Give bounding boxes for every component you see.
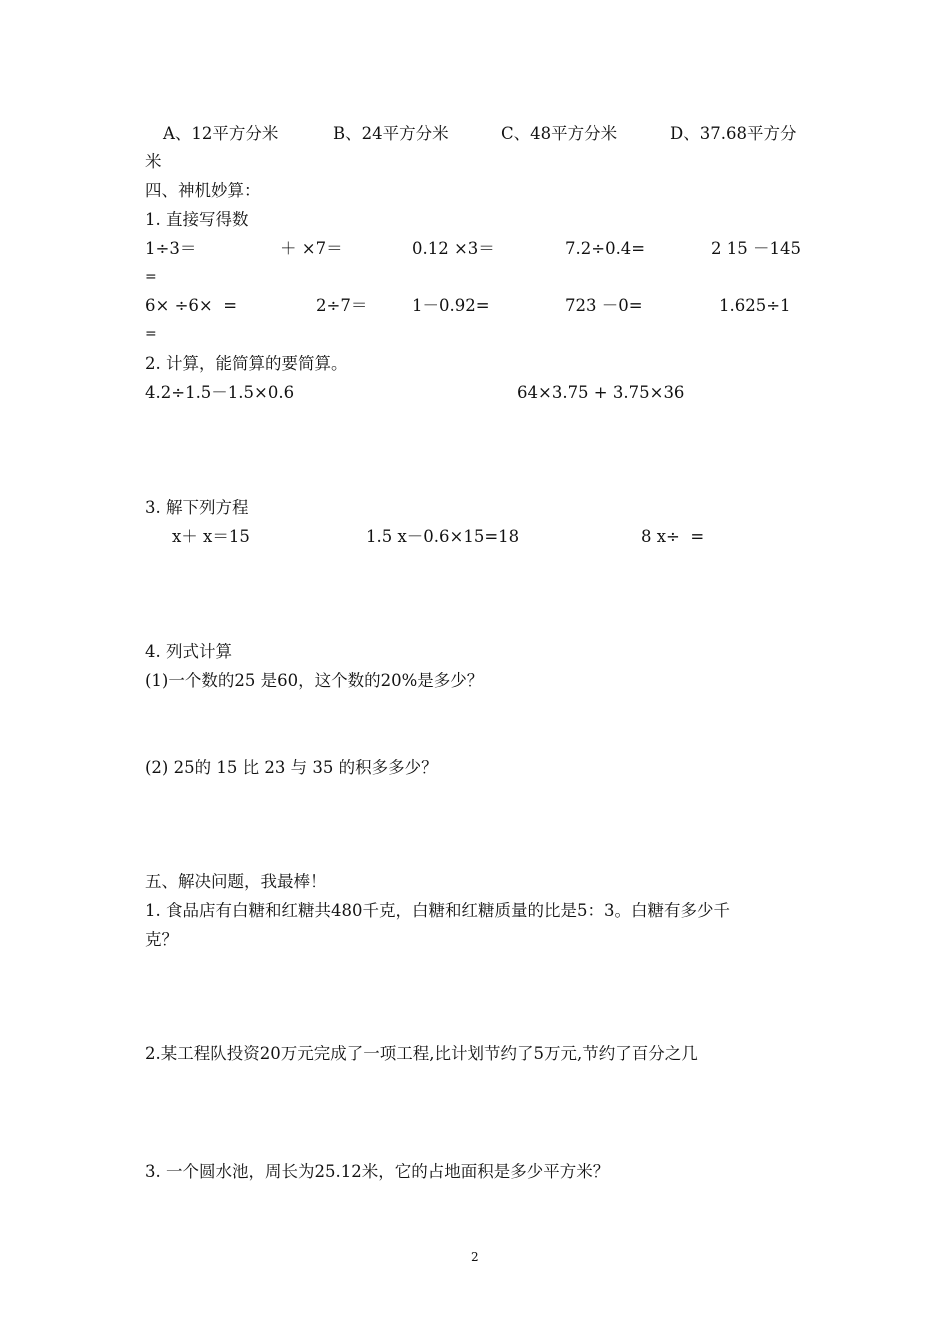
section4-title: 四、神机妙算： [145,181,261,200]
q2-expr: 64×3.75 + 3.75×36 [517,383,685,402]
choice-c: C、48平方分米 [501,124,618,143]
page-number: 2 [471,1250,479,1264]
choice-d: D、37.68平方分 [670,124,797,143]
choice-d-wrap: 米 [145,152,162,171]
q1-row2-item: 1－0.92= [412,296,490,315]
q3-equation: 1.5 x－0.6×15=18 [366,527,520,546]
choice-a: A、12平方分米 [163,124,279,143]
q1-row1-item: 7.2÷0.4= [565,239,646,258]
s5-q1-line1: 1. 食品店有白糖和红糖共480千克，白糖和红糖质量的比是5：3。白糖有多少千 [145,901,730,920]
s5-q3: 3. 一个圆水池，周长为25.12米，它的占地面积是多少平方米？ [145,1162,610,1181]
q1-row1-item: 0.12 ×3＝ [412,239,495,258]
q1-row2-item: 1.625÷1 [719,296,791,315]
q1-row1-wrap: = [145,269,157,285]
q4-part2: (2) 25的 15 比 23 与 35 的积多多少？ [145,758,438,777]
q3-title: 3. 解下列方程 [145,498,249,517]
q1-row1-item: 2 15 －145 [711,239,801,258]
s5-q2: 2.某工程队投资20万元完成了一项工程,比计划节约了5万元,节约了百分之几 [145,1044,698,1063]
choice-b: B、24平方分米 [333,124,449,143]
q4-title: 4. 列式计算 [145,642,232,661]
q1-title: 1. 直接写得数 [145,210,249,229]
q1-row2-wrap: = [145,326,157,342]
q3-equation: 8 x÷ = [641,527,705,546]
q4-part1: (1)一个数的25 是60，这个数的20%是多少？ [145,671,484,690]
section5-title: 五、解决问题，我最棒！ [145,872,327,891]
q1-row2-item: 6× ÷6× = [145,296,238,315]
q1-row1-item: ＋ ×7＝ [280,239,343,258]
q1-row2-item: 723 －0= [565,296,643,315]
q2-title: 2. 计算，能简算的要简算。 [145,354,348,373]
q3-equation: x＋ x＝15 [172,527,250,546]
q1-row1-item: 1÷3＝ [145,239,197,258]
s5-q1-line2: 克？ [145,930,178,949]
q2-expr: 4.2÷1.5－1.5×0.6 [145,383,295,402]
q1-row2-item: 2÷7＝ [316,296,368,315]
